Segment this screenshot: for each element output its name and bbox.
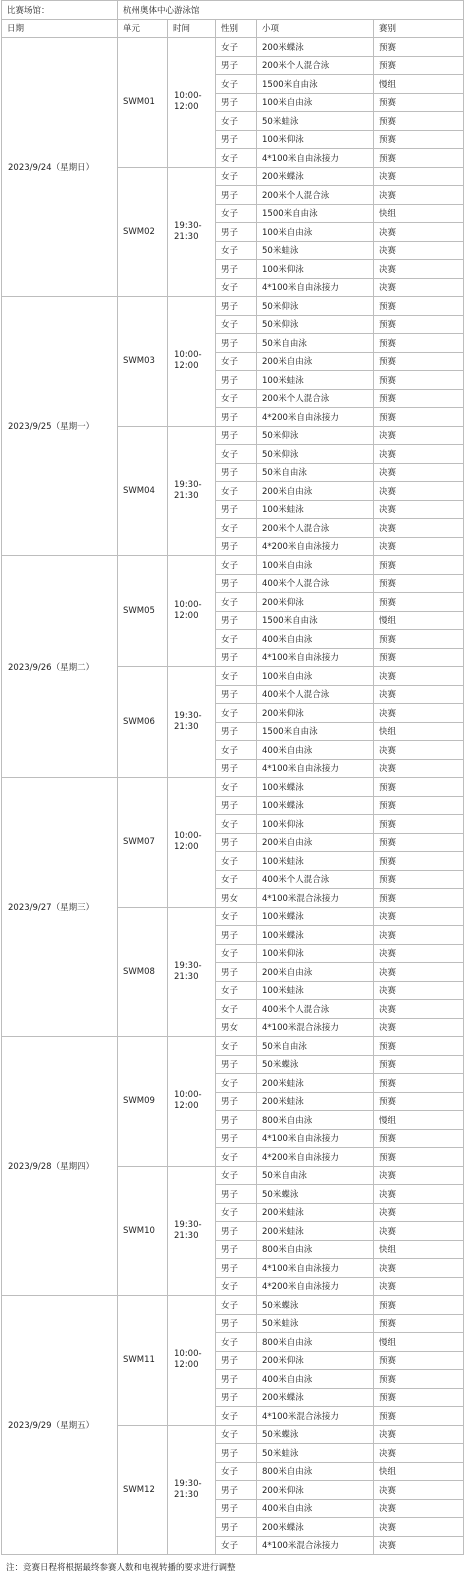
gender-cell: 男子 [216,426,257,445]
event-cell: 200米个人混合泳 [257,519,374,538]
round-cell: 预赛 [374,1092,464,1111]
round-cell: 决赛 [374,1481,464,1500]
event-cell: 800米自由泳 [257,1111,374,1130]
gender-cell: 女子 [216,1462,257,1481]
event-cell: 400米个人混合泳 [257,574,374,593]
gender-cell: 女子 [216,852,257,871]
event-cell: 50米蛙泳 [257,241,374,260]
footnote: 注：竞赛日程将根据最终参赛人数和电视转播的要求进行调整 [6,1563,236,1573]
event-cell: 200米蛙泳 [257,1074,374,1093]
event-cell: 100米仰泳 [257,130,374,149]
gender-cell: 男子 [216,759,257,778]
event-cell: 200米仰泳 [257,593,374,612]
round-cell: 决赛 [374,260,464,279]
event-cell: 4*100米混合泳接力 [257,889,374,908]
schedule-table [1,0,464,1555]
event-cell: 1500米自由泳 [257,204,374,223]
round-cell: 决赛 [374,241,464,260]
event-cell: 50米蛙泳 [257,1314,374,1333]
event-cell: 1500米自由泳 [257,611,374,630]
round-cell: 预赛 [374,1370,464,1389]
event-cell: 100米自由泳 [257,223,374,242]
gender-cell: 女子 [216,556,257,575]
round-cell: 决赛 [374,759,464,778]
gender-cell: 男女 [216,889,257,908]
round-cell: 决赛 [374,1185,464,1204]
round-cell: 预赛 [374,889,464,908]
round-cell: 决赛 [374,1518,464,1537]
event-cell: 4*100米自由泳接力 [257,1259,374,1278]
round-cell: 决赛 [374,278,464,297]
event-cell: 100米蛙泳 [257,371,374,390]
table-row [2,778,464,797]
unit-cell: SWM06 [118,667,168,778]
gender-cell: 男子 [216,93,257,112]
gender-cell: 女子 [216,204,257,223]
gender-cell: 女子 [216,482,257,501]
gender-cell: 女子 [216,445,257,464]
round-cell: 慢组 [374,1111,464,1130]
gender-cell: 女子 [216,593,257,612]
gender-cell: 女子 [216,112,257,131]
round-cell: 决赛 [374,1277,464,1296]
gender-cell: 男子 [216,500,257,519]
event-cell: 50米蝶泳 [257,1425,374,1444]
round-cell: 预赛 [374,297,464,316]
table-row [2,297,464,316]
table-row [2,1037,464,1056]
gender-cell: 男子 [216,56,257,75]
schedule-body [2,1,464,1555]
event-cell: 50米蝶泳 [257,1296,374,1315]
round-cell: 慢组 [374,1333,464,1352]
round-cell: 快组 [374,204,464,223]
event-cell: 200米蝶泳 [257,1388,374,1407]
gender-cell: 女子 [216,870,257,889]
event-cell: 100米自由泳 [257,556,374,575]
event-cell: 50米自由泳 [257,1037,374,1056]
time-cell: 10:00-12:00 [168,38,216,168]
event-cell: 200米蛙泳 [257,1203,374,1222]
event-cell: 100米蝶泳 [257,907,374,926]
gender-cell: 男子 [216,963,257,982]
event-cell: 50米仰泳 [257,445,374,464]
round-cell: 决赛 [374,704,464,723]
round-cell: 决赛 [374,167,464,186]
gender-cell: 男子 [216,1055,257,1074]
gender-cell: 女子 [216,75,257,94]
round-cell: 预赛 [374,149,464,168]
gender-cell: 男子 [216,537,257,556]
event-cell: 400米自由泳 [257,630,374,649]
gender-cell: 女子 [216,704,257,723]
round-cell: 决赛 [374,186,464,205]
round-cell: 预赛 [374,389,464,408]
event-cell: 800米自由泳 [257,1240,374,1259]
gender-cell: 男女 [216,1018,257,1037]
event-cell: 50米自由泳 [257,463,374,482]
round-cell: 快组 [374,722,464,741]
event-cell: 4*100米自由泳接力 [257,1129,374,1148]
event-cell: 100米蝶泳 [257,796,374,815]
gender-cell: 男子 [216,1499,257,1518]
gender-cell: 女子 [216,630,257,649]
gender-cell: 男子 [216,1481,257,1500]
round-cell: 预赛 [374,408,464,427]
event-cell: 50米自由泳 [257,334,374,353]
round-cell: 慢组 [374,611,464,630]
gender-cell: 男子 [216,574,257,593]
date-cell: 2023/9/25（星期一） [2,297,118,556]
event-cell: 4*100米自由泳接力 [257,648,374,667]
time-cell: 19:30-21:30 [168,667,216,778]
event-cell: 100米蛙泳 [257,500,374,519]
gender-cell: 男子 [216,1444,257,1463]
round-cell: 预赛 [374,593,464,612]
round-cell: 预赛 [374,833,464,852]
round-cell: 预赛 [374,796,464,815]
gender-cell: 男子 [216,648,257,667]
gender-cell: 男子 [216,1129,257,1148]
gender-cell: 男子 [216,463,257,482]
round-cell: 预赛 [374,1351,464,1370]
event-cell: 200米自由泳 [257,833,374,852]
gender-cell: 男子 [216,260,257,279]
time-cell: 19:30-21:30 [168,167,216,297]
gender-cell: 男子 [216,1351,257,1370]
round-cell: 决赛 [374,1499,464,1518]
gender-cell: 男子 [216,611,257,630]
event-cell: 200米蛙泳 [257,1092,374,1111]
time-cell: 19:30-21:30 [168,426,216,556]
event-cell: 100米蛙泳 [257,981,374,1000]
round-cell: 决赛 [374,223,464,242]
gender-cell: 女子 [216,315,257,334]
gender-cell: 女子 [216,1277,257,1296]
round-cell: 预赛 [374,1314,464,1333]
unit-cell: SWM09 [118,1037,168,1167]
gender-cell: 男子 [216,1388,257,1407]
header-unit: 单元 [118,19,168,38]
event-cell: 400米自由泳 [257,1370,374,1389]
gender-cell: 女子 [216,1074,257,1093]
round-cell: 决赛 [374,463,464,482]
date-cell: 2023/9/27（星期三） [2,778,118,1037]
gender-cell: 女子 [216,278,257,297]
round-cell: 决赛 [374,1444,464,1463]
round-cell: 预赛 [374,1407,464,1426]
event-cell: 200米仰泳 [257,704,374,723]
header-row [2,19,464,38]
event-cell: 200米自由泳 [257,352,374,371]
round-cell: 决赛 [374,445,464,464]
unit-cell: SWM02 [118,167,168,297]
unit-cell: SWM05 [118,556,168,667]
unit-cell: SWM01 [118,38,168,168]
event-cell: 800米自由泳 [257,1462,374,1481]
event-cell: 400米自由泳 [257,1499,374,1518]
time-cell: 19:30-21:30 [168,1425,216,1555]
gender-cell: 女子 [216,778,257,797]
round-cell: 预赛 [374,1055,464,1074]
round-cell: 预赛 [374,334,464,353]
gender-cell: 女子 [216,667,257,686]
event-cell: 1500米自由泳 [257,722,374,741]
gender-cell: 男子 [216,685,257,704]
gender-cell: 女子 [216,907,257,926]
event-cell: 100米仰泳 [257,815,374,834]
gender-cell: 男子 [216,334,257,353]
gender-cell: 女子 [216,1536,257,1555]
unit-cell: SWM04 [118,426,168,556]
event-cell: 100米蛙泳 [257,852,374,871]
gender-cell: 男子 [216,1185,257,1204]
round-cell: 预赛 [374,1037,464,1056]
event-cell: 800米自由泳 [257,1333,374,1352]
round-cell: 决赛 [374,667,464,686]
gender-cell: 女子 [216,389,257,408]
event-cell: 4*100米自由泳接力 [257,278,374,297]
gender-cell: 女子 [216,1148,257,1167]
round-cell: 快组 [374,1462,464,1481]
event-cell: 4*100米混合泳接力 [257,1407,374,1426]
round-cell: 决赛 [374,1203,464,1222]
round-cell: 预赛 [374,371,464,390]
gender-cell: 女子 [216,1166,257,1185]
round-cell: 预赛 [374,1129,464,1148]
gender-cell: 女子 [216,38,257,57]
gender-cell: 男子 [216,1314,257,1333]
table-row [2,556,464,575]
event-cell: 100米蝶泳 [257,926,374,945]
time-cell: 10:00-12:00 [168,778,216,908]
gender-cell: 女子 [216,1203,257,1222]
round-cell: 预赛 [374,352,464,371]
gender-cell: 男子 [216,371,257,390]
gender-cell: 男子 [216,796,257,815]
event-cell: 100米自由泳 [257,667,374,686]
gender-cell: 女子 [216,1296,257,1315]
gender-cell: 女子 [216,149,257,168]
round-cell: 预赛 [374,130,464,149]
round-cell: 决赛 [374,500,464,519]
gender-cell: 男子 [216,297,257,316]
gender-cell: 女子 [216,241,257,260]
round-cell: 预赛 [374,93,464,112]
event-cell: 4*200米自由泳接力 [257,408,374,427]
venue-name: 杭州奥体中心游泳馆 [118,1,464,20]
round-cell: 预赛 [374,1074,464,1093]
gender-cell: 男子 [216,1092,257,1111]
header-gender: 性别 [216,19,257,38]
event-cell: 400米个人混合泳 [257,870,374,889]
event-cell: 50米蛙泳 [257,1444,374,1463]
round-cell: 决赛 [374,907,464,926]
gender-cell: 女子 [216,1425,257,1444]
event-cell: 200米自由泳 [257,963,374,982]
event-cell: 200米蝶泳 [257,1518,374,1537]
gender-cell: 女子 [216,167,257,186]
round-cell: 预赛 [374,1388,464,1407]
round-cell: 决赛 [374,963,464,982]
header-date: 日期 [2,19,118,38]
round-cell: 决赛 [374,981,464,1000]
event-cell: 200米个人混合泳 [257,56,374,75]
gender-cell: 女子 [216,519,257,538]
round-cell: 预赛 [374,815,464,834]
gender-cell: 女子 [216,1037,257,1056]
round-cell: 决赛 [374,1259,464,1278]
round-cell: 预赛 [374,778,464,797]
event-cell: 200米仰泳 [257,1481,374,1500]
round-cell: 决赛 [374,685,464,704]
gender-cell: 男子 [216,1259,257,1278]
event-cell: 50米蝶泳 [257,1055,374,1074]
gender-cell: 女子 [216,352,257,371]
round-cell: 预赛 [374,1148,464,1167]
event-cell: 4*200米自由泳接力 [257,1277,374,1296]
round-cell: 决赛 [374,537,464,556]
event-cell: 4*100米自由泳接力 [257,149,374,168]
event-cell: 4*200米自由泳接力 [257,1148,374,1167]
round-cell: 决赛 [374,482,464,501]
gender-cell: 男子 [216,722,257,741]
round-cell: 决赛 [374,741,464,760]
event-cell: 4*200米自由泳接力 [257,537,374,556]
round-cell: 预赛 [374,1296,464,1315]
unit-cell: SWM08 [118,907,168,1037]
event-cell: 1500米自由泳 [257,75,374,94]
round-cell: 决赛 [374,1222,464,1241]
event-cell: 200米蝶泳 [257,38,374,57]
time-cell: 10:00-12:00 [168,556,216,667]
round-cell: 决赛 [374,926,464,945]
event-cell: 50米仰泳 [257,315,374,334]
round-cell: 预赛 [374,112,464,131]
event-cell: 200米个人混合泳 [257,186,374,205]
round-cell: 预赛 [374,648,464,667]
gender-cell: 女子 [216,981,257,1000]
event-cell: 200米蝶泳 [257,167,374,186]
gender-cell: 女子 [216,1333,257,1352]
gender-cell: 男子 [216,186,257,205]
gender-cell: 女子 [216,1407,257,1426]
time-cell: 19:30-21:30 [168,1166,216,1296]
gender-cell: 男子 [216,1111,257,1130]
gender-cell: 男子 [216,130,257,149]
event-cell: 100米仰泳 [257,944,374,963]
event-cell: 200米自由泳 [257,482,374,501]
gender-cell: 男子 [216,1518,257,1537]
round-cell: 慢组 [374,75,464,94]
round-cell: 快组 [374,1240,464,1259]
unit-cell: SWM11 [118,1296,168,1426]
round-cell: 决赛 [374,519,464,538]
round-cell: 决赛 [374,426,464,445]
time-cell: 10:00-12:00 [168,1037,216,1167]
event-cell: 100米仰泳 [257,260,374,279]
gender-cell: 男子 [216,223,257,242]
event-cell: 50米仰泳 [257,297,374,316]
event-cell: 50米仰泳 [257,426,374,445]
round-cell: 决赛 [374,1166,464,1185]
table-row [2,1296,464,1315]
round-cell: 预赛 [374,56,464,75]
gender-cell: 男子 [216,926,257,945]
header-event: 小项 [257,19,374,38]
date-cell: 2023/9/29（星期五） [2,1296,118,1555]
round-cell: 决赛 [374,1425,464,1444]
time-cell: 19:30-21:30 [168,907,216,1037]
round-cell: 预赛 [374,38,464,57]
table-row [2,38,464,57]
event-cell: 100米自由泳 [257,93,374,112]
header-time: 时间 [168,19,216,38]
venue-row [2,1,464,20]
round-cell: 决赛 [374,1018,464,1037]
round-cell: 预赛 [374,870,464,889]
event-cell: 200米蛙泳 [257,1222,374,1241]
round-cell: 预赛 [374,556,464,575]
gender-cell: 女子 [216,1000,257,1019]
header-round: 赛别 [374,19,464,38]
date-cell: 2023/9/28（星期四） [2,1037,118,1296]
round-cell: 预赛 [374,315,464,334]
date-cell: 2023/9/26（星期二） [2,556,118,778]
time-cell: 10:00-12:00 [168,1296,216,1426]
round-cell: 决赛 [374,944,464,963]
date-cell: 2023/9/24（星期日） [2,38,118,297]
unit-cell: SWM10 [118,1166,168,1296]
unit-cell: SWM03 [118,297,168,427]
gender-cell: 女子 [216,741,257,760]
round-cell: 决赛 [374,1000,464,1019]
event-cell: 50米蛙泳 [257,112,374,131]
event-cell: 4*100米自由泳接力 [257,759,374,778]
event-cell: 200米仰泳 [257,1351,374,1370]
round-cell: 预赛 [374,852,464,871]
gender-cell: 男子 [216,408,257,427]
round-cell: 决赛 [374,1536,464,1555]
gender-cell: 女子 [216,944,257,963]
round-cell: 预赛 [374,574,464,593]
gender-cell: 男子 [216,1370,257,1389]
event-cell: 4*100米混合泳接力 [257,1536,374,1555]
round-cell: 预赛 [374,630,464,649]
event-cell: 50米蝶泳 [257,1185,374,1204]
event-cell: 400米自由泳 [257,741,374,760]
event-cell: 400米个人混合泳 [257,685,374,704]
unit-cell: SWM12 [118,1425,168,1555]
event-cell: 200米个人混合泳 [257,389,374,408]
gender-cell: 男子 [216,1240,257,1259]
event-cell: 400米个人混合泳 [257,1000,374,1019]
gender-cell: 女子 [216,815,257,834]
gender-cell: 男子 [216,833,257,852]
unit-cell: SWM07 [118,778,168,908]
gender-cell: 男子 [216,1222,257,1241]
time-cell: 10:00-12:00 [168,297,216,427]
event-cell: 50米自由泳 [257,1166,374,1185]
event-cell: 4*100米混合泳接力 [257,1018,374,1037]
venue-label: 比赛场馆： [2,1,118,20]
event-cell: 100米蝶泳 [257,778,374,797]
